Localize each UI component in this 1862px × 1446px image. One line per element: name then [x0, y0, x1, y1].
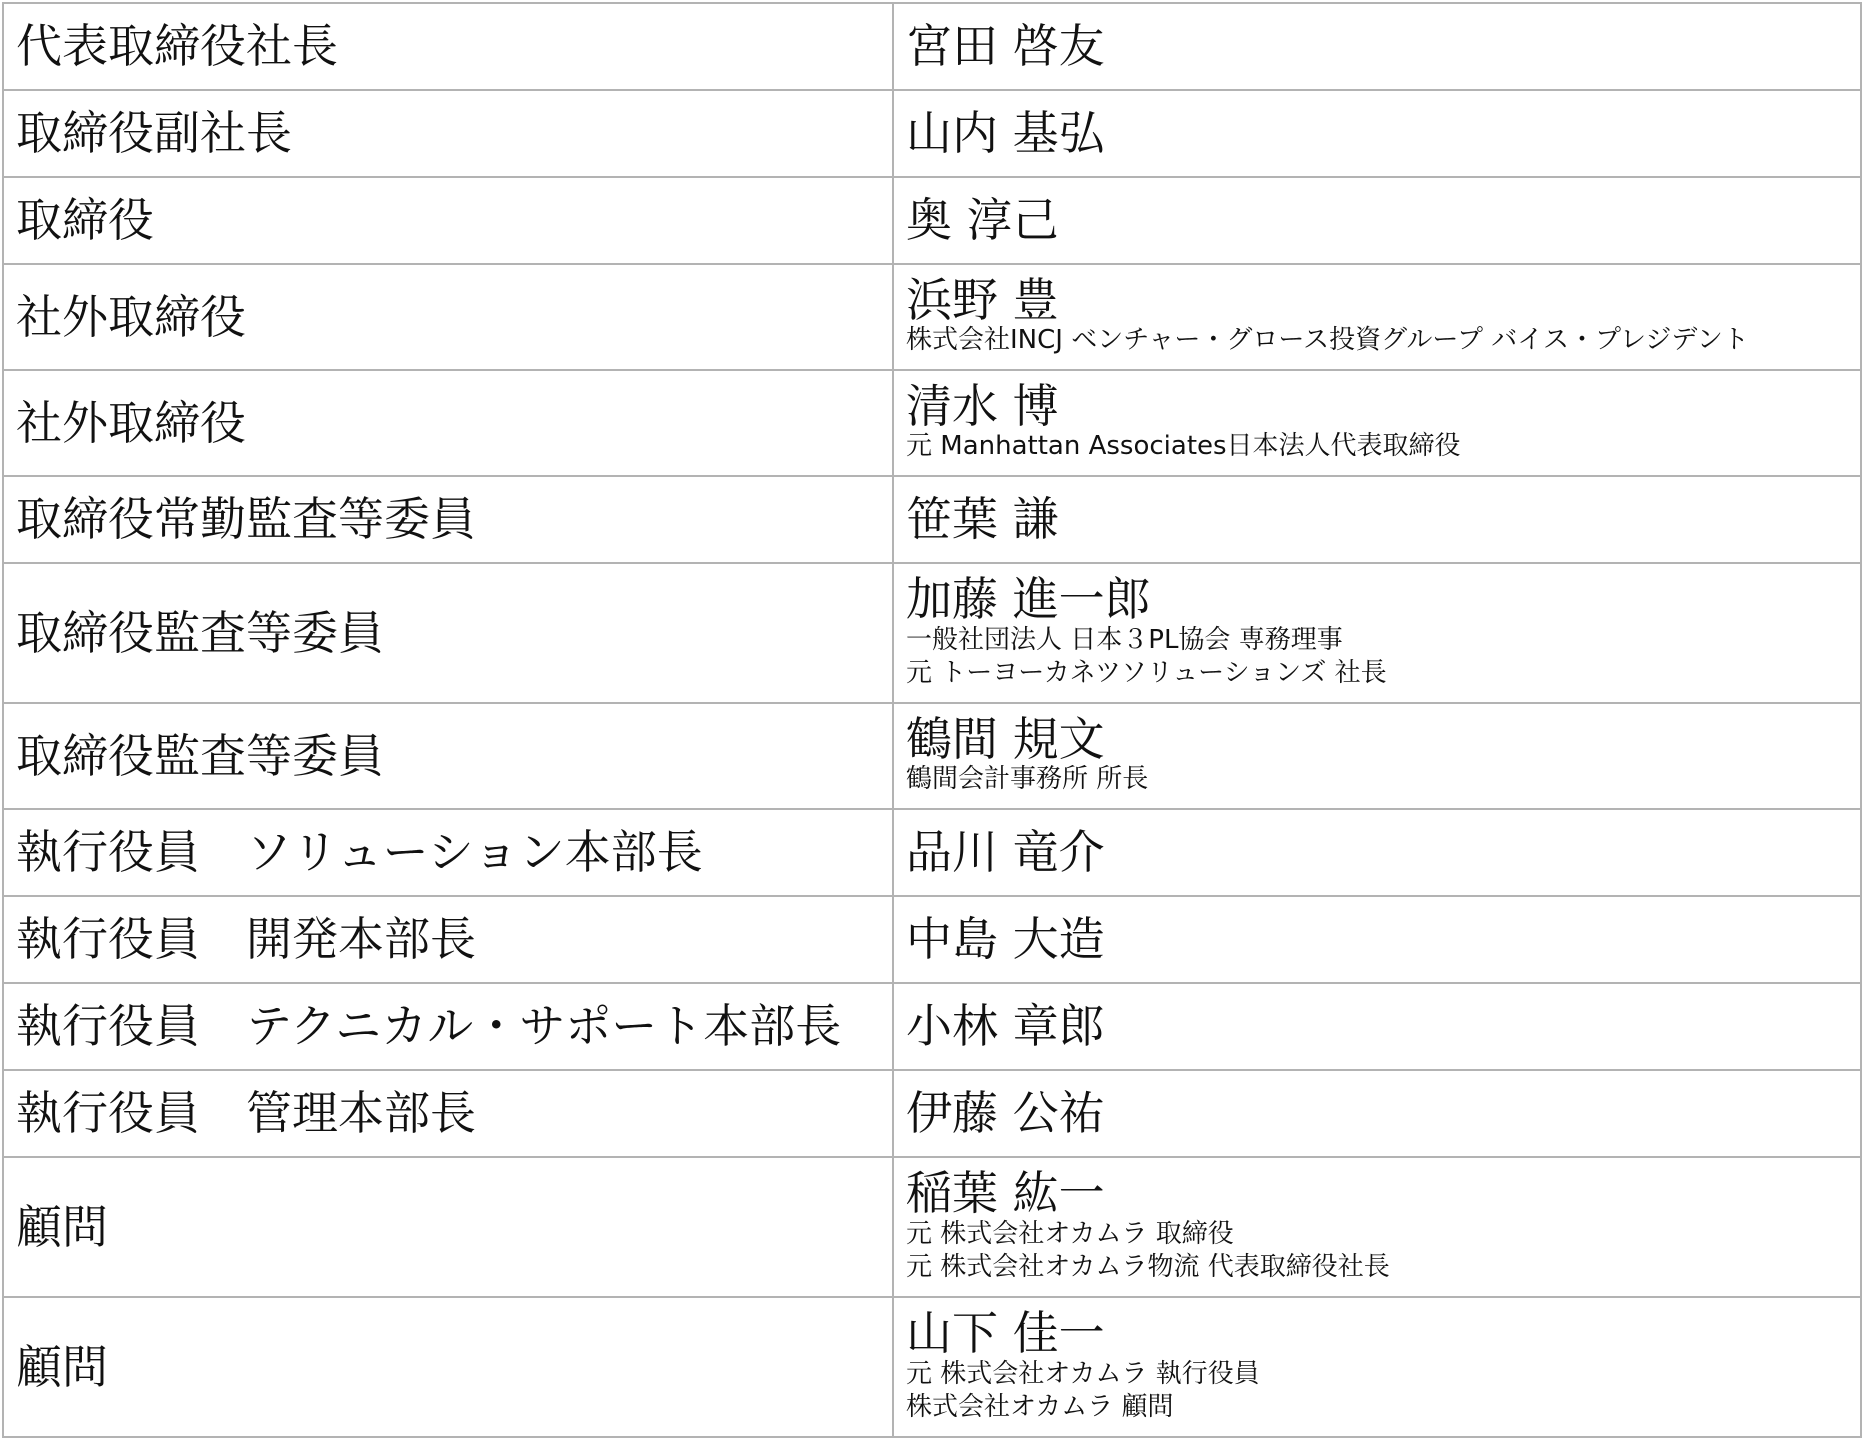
role-cell [3, 1157, 893, 1297]
role-title: 執行役員 ソリューション本部長 [16, 825, 703, 880]
table-row [3, 563, 1861, 703]
role-cell [3, 1297, 893, 1437]
role-title: 執行役員 管理本部長 [16, 1086, 476, 1141]
role-title: 取締役監査等委員 [16, 728, 384, 783]
name-cell [893, 1297, 1861, 1437]
person-name: 中島 大造 [906, 912, 1105, 967]
person-name: 山下 佳一 [906, 1305, 1105, 1360]
table-row [3, 983, 1861, 1070]
role-cell [3, 1070, 893, 1157]
person-name: 笹葉 謙 [906, 492, 1059, 547]
table-row [3, 476, 1861, 563]
name-cell [893, 264, 1861, 370]
role-cell [3, 90, 893, 177]
role-cell [3, 703, 893, 809]
name-cell [893, 809, 1861, 896]
officers-table-body [3, 3, 1861, 1437]
person-name: 加藤 進一郎 [906, 571, 1151, 626]
name-cell [893, 370, 1861, 476]
person-name: 鶴間 規文 [906, 711, 1105, 766]
table-row [3, 264, 1861, 370]
name-cell [893, 1157, 1861, 1297]
person-affiliation: 株式会社オカムラ 顧問 [906, 1392, 1174, 1423]
table-row [3, 1297, 1861, 1437]
role-cell [3, 983, 893, 1070]
person-affiliation: 元 トーヨーカネツソリューションズ 社長 [906, 658, 1387, 689]
name-cell [893, 563, 1861, 703]
role-title: 顧問 [16, 1339, 108, 1394]
role-title: 取締役常勤監査等委員 [16, 492, 476, 547]
table-row [3, 703, 1861, 809]
role-title: 取締役 [16, 193, 154, 248]
person-affiliation: 元 株式会社オカムラ 取締役 [906, 1218, 1234, 1249]
name-cell [893, 90, 1861, 177]
table-row [3, 809, 1861, 896]
role-title: 顧問 [16, 1199, 108, 1254]
person-name: 小林 章郎 [906, 999, 1105, 1054]
table-row [3, 90, 1861, 177]
role-title: 代表取締役社長 [16, 19, 338, 74]
role-cell [3, 370, 893, 476]
person-affiliation: 元 株式会社オカムラ 執行役員 [906, 1358, 1260, 1389]
role-title: 取締役副社長 [16, 106, 292, 161]
role-title: 執行役員 開発本部長 [16, 912, 476, 967]
name-cell [893, 896, 1861, 983]
person-name: 稲葉 紘一 [906, 1165, 1105, 1220]
person-name: 品川 竜介 [906, 825, 1105, 880]
officers-table [2, 2, 1862, 1438]
role-cell [3, 177, 893, 264]
role-cell [3, 896, 893, 983]
name-cell [893, 177, 1861, 264]
person-name: 奥 淳己 [906, 193, 1059, 248]
table-row [3, 3, 1861, 90]
person-name: 浜野 豊 [906, 272, 1059, 327]
name-cell [893, 476, 1861, 563]
role-title: 社外取締役 [16, 289, 246, 344]
role-cell [3, 809, 893, 896]
table-row [3, 1070, 1861, 1157]
name-cell [893, 703, 1861, 809]
role-cell [3, 264, 893, 370]
role-cell [3, 563, 893, 703]
person-name: 山内 基弘 [906, 106, 1105, 161]
name-cell [893, 3, 1861, 90]
role-cell [3, 476, 893, 563]
table-row [3, 370, 1861, 476]
person-affiliation: 一般社団法人 日本３PL協会 専務理事 [906, 624, 1343, 655]
person-affiliation: 株式会社INCJ ベンチャー・グロース投資グループ バイス・プレジデント [906, 325, 1749, 356]
role-title: 取締役監査等委員 [16, 605, 384, 660]
role-title: 社外取締役 [16, 395, 246, 450]
role-cell [3, 3, 893, 90]
person-name: 宮田 啓友 [906, 19, 1105, 74]
table-row [3, 1157, 1861, 1297]
table-row [3, 177, 1861, 264]
person-affiliation: 元 Manhattan Associates日本法人代表取締役 [906, 431, 1461, 462]
person-affiliation: 元 株式会社オカムラ物流 代表取締役社長 [906, 1252, 1390, 1283]
name-cell [893, 1070, 1861, 1157]
person-name: 伊藤 公祐 [906, 1086, 1105, 1141]
person-name: 清水 博 [906, 378, 1059, 433]
table-row [3, 896, 1861, 983]
role-title: 執行役員 テクニカル・サポート本部長 [16, 999, 842, 1054]
name-cell [893, 983, 1861, 1070]
person-affiliation: 鶴間会計事務所 所長 [906, 764, 1149, 795]
